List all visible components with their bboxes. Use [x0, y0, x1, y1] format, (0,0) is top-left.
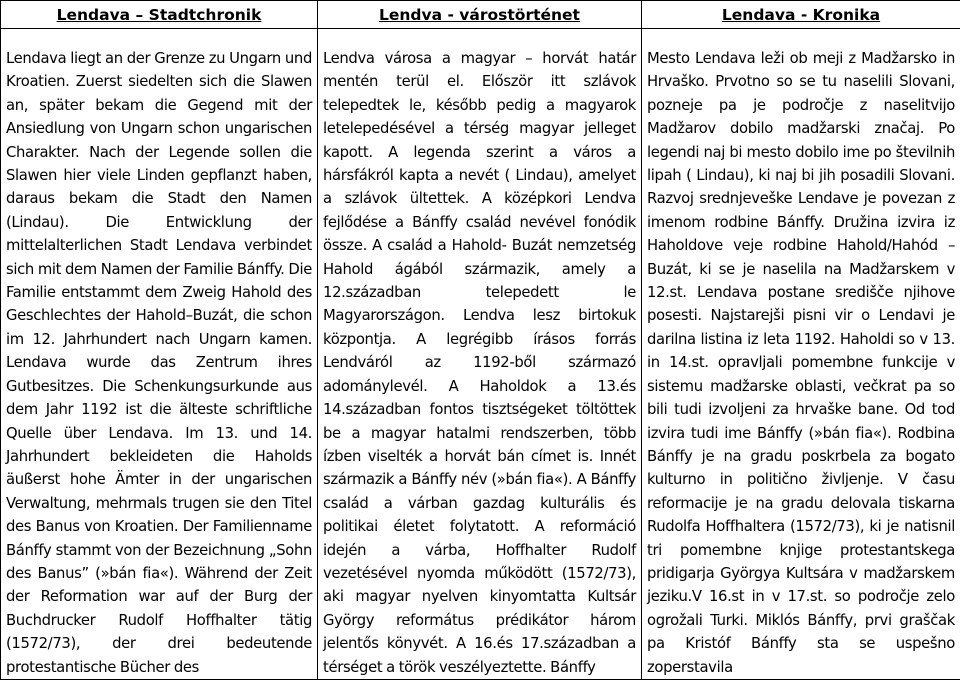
text-german: Lendava liegt an der Grenze zu Ungarn und Kroatien. Zuerst siedelten sich die Slawen an, später bekam die Gegend mit der Ansiedlung von Ungarn schon ungarischen Charakter. Nach der Legende sollen die Slawen hier viele Linden gepflanzt haben, daraus bekam die Stadt den Namen (Lindau). Die Entwicklung der mittelalterlichen Stadt Lendava verbindet sich mit dem Namen der Familie Bánffy. Die Familie entstammt dem Zweig Hahold des Geschlechtes der Hahold–Buzát, die schon im 12. Jahrhundert nach Ungarn kamen. Lendava wurde das Zentrum ihres Gutbesitzes. Die Schenkungsurkunde aus dem Jahr 1192 ist die älteste schriftliche Quelle über Lendava. Im 13. und 14. Jahrhundert bekleideten die Haholds äußerst hohe Ämter in der ungarischen Verwaltung, mehrmals trugen sie den Titel des Banus von Kroatien. Der Familienname Bánffy stammt von der Bezeichnung „Sohn des Banus” (»bán fia«). Während der Zeit der Reformation war auf der Burg der Buchdrucker Rudolf Hoffhalter tätig (1572/73), der drei bedeutende protestantische Bücher des: [6, 47, 312, 679]
column-german: [1, 29, 318, 680]
header-row: [1, 1, 960, 29]
content-row: [1, 29, 960, 680]
heading-german: Lendava – Stadtchronik: [1, 1, 318, 29]
text-slovenian: Mesto Lendava leži ob meji z Madžarsko in Hrvaško. Prvotno so se tu naselili Slovani, pozneje pa je področje z naselitvijo Madžarov dobilo madžarski značaj. Po legendi naj bi mesto dobilo ime po številnih lipah ( Lindau), ki naj bi jih posadili Slovani. Razvoj srednjeveške Lendave je povezan z imenom rodbine Bánffy. Družina izvira iz Haholdove veje rodbine Hahold/Hahód – Buzát, ki se je naselila na Madžarskem v 12.st. Lendava postane središče njihove posesti. Najstarejši pisni vir o Lendavi je darilna listina iz leta 1192. Haholdi so v 13. in 14.st. opravljali pomembne funkcije v sistemu madžarske oblasti, večkrat pa so bili tudi izvoljeni za hrvaške bane. Od tod izvira tudi ime Bánffy (»bán fia«). Rodbina Bánffy je na gradu poskrbela za bogato kulturno in politično življenje. V času reformacije je na gradu delovala tiskarna Rudolfa Hoffhaltera (1572/73), ki je natisnil tri pomembne knjige protestantskega pridigarja Györgya Kultsára v madžarskem jeziku.V 16.st in v 17.st. so področje zelo ogrožali Turki. Miklós Bánffy, prvi graščak pa Kristóf Bánffy sta se uspešno zoperstavila: [647, 47, 955, 679]
text-hungarian: Lendva városa a magyar – horvát határ mentén terül el. Először itt szlávok telepedtek le, később pedig a magyarok letelepedésével a térség magyar jelleget kapott. A legenda szerint a város a hársfákról kapta a nevét ( Lindau), amelyet a szlávok ültettek. A középkori Lendva fejlődése a Bánffy család nevével fonódik össze. A család a Hahold- Buzát nemzetség Hahold ágából származik, amely a 12.században telepedett le Magyarországon. Lendva lesz birtokuk központja. A legrégibb írásos forrás Lendváról az 1192-ből származó adománylevél. A Haholdok a 13.és 14.században fontos tisztségeket töltöttek be a magyar hatalmi rendszerben, több ízben viselték a horvát bán címet is. Innét származik a Bánffy név (»bán fia«). A Bánffy család a várban gazdag kulturális és politikai életet folytatott. A reformáció idején a várba, Hoffhalter Rudolf vezetésével nyomda működött (1572/73), aki magyar nyelven kinyomtatta Kultsár György református prédikátor három jelentős könyvét. A 16.és 17.században a térséget a török veszélyeztette. Bánffy: [323, 47, 636, 679]
heading-slovenian: Lendava - Kronika: [642, 1, 960, 29]
heading-hungarian: Lendva - várostörténet: [318, 1, 642, 29]
column-slovenian: [642, 29, 960, 680]
column-hungarian: [318, 29, 642, 680]
